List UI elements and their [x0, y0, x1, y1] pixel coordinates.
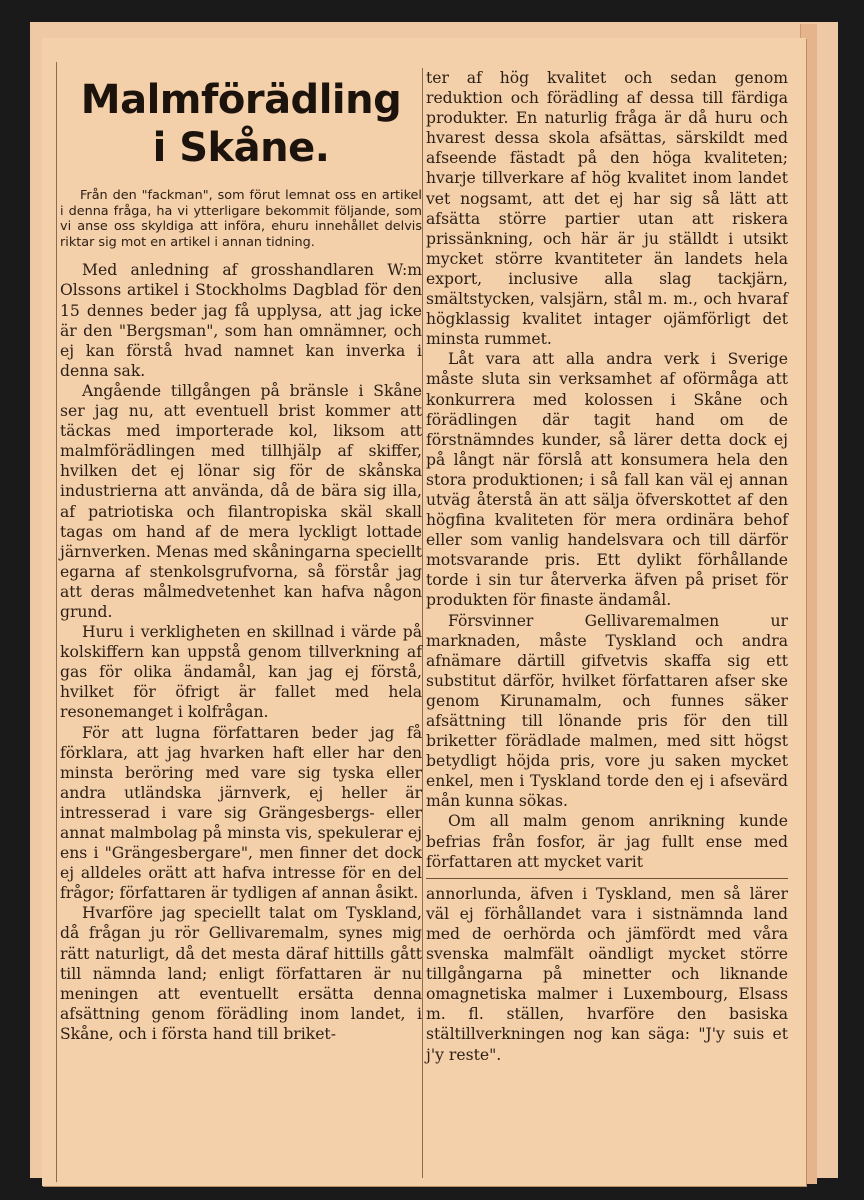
left-paragraph-2: Angående tillgången på bränsle i Skåne ser jag nu, att eventuell brist kommer att täckas med importerade kol, liksom att malmförädlingen med tillhjälp af skiffer, hvilken det ej lönar sig för de skånska industrierna att använda, då de bära sig illa, af patriotiska och filantropiska skäl skall tagas om hand af de mera lyckligt lottade järnverken. Menas med skåningarna speciellt egarna af stenkolsgrufvorna, så förstår jag att deras målmedvetenhet kan hafva någon grund.	[60, 381, 422, 621]
right-column	[426, 68, 788, 1065]
headline-line-1: Malmförädling	[80, 77, 402, 123]
newspaper-clipping	[42, 38, 806, 1186]
column-divider-rule	[422, 68, 423, 1178]
right-paragraph-4: Om all malm genom anrikning kunde befrias från fosfor, är jag fullt ense med författaren att mycket varit	[426, 812, 788, 871]
fold-divider-rule	[426, 878, 788, 879]
left-paragraph-1: Med anledning af grosshandlaren W:m Olssons artikel i Stockholms Dagblad för den 15 dennes beder jag få upplysa, att jag icke är den "Bergsman", som han omnämner, och ej kan förstå hvad namnet kan inverka i denna sak.	[60, 261, 422, 380]
right-paragraph-2: Låt vara att alla andra verk i Sverige måste sluta sin verksamhet af oförmåga att konkurrera med kolossen i Skåne och förädlingen där tagit hand om de förstnämndes kunder, så lärer detta dock ej på långt när förslå att konsumera hela den stora produktionen; i så fall kan väl ej annan utväg återstå än att sälja öfverskottet af den högfina kvaliteten för mera ordinära behof eller som vanlig handelsvara och till därför motsvarande pris. Ett dylikt förhållande torde i sin tur återverka äfven på priset för produkten för finaste ändamål.	[426, 350, 788, 610]
article-lede: Från den "fackman", som förut lemnat oss en artikel i denna fråga, ha vi ytterligare bekommit följande, som vi anse oss skyldiga att införa, ehuru innehållet delvis riktar sig mot en artikel i annan tidning.	[60, 188, 422, 250]
left-column-rule	[56, 62, 57, 1182]
left-column	[60, 66, 422, 1044]
right-paragraph-1: ter af hög kvalitet och sedan genom reduktion och förädling af dessa till färdiga produkter. En naturlig fråga är då huru och hvarest dessa skola afsättas, särskildt med afseende fästadt på den höga kvaliteten; hvarje tillverkare af hög kvalitet inom landet vet nogsamt, att det ej har sig så lätt att afsätta större partier utan att riskera prissänkning, och här är ju ställdt i utsikt mycket större kvantiteter än landets hela export, inclusive alla slag tackjärn, smältstycken, valsjärn, stål m. m., och hvaraf högklassig kvalitet intager ojämförligt det minsta rummet.	[426, 69, 788, 349]
left-paragraph-3: Huru i verkligheten en skillnad i värde på kolskiffern kan uppstå genom tillverkning af gas för olika ändamål, kan jag ej förstå, hvilket för öfrigt är fallet med hela resonemanget i kolfrågan.	[60, 623, 422, 722]
right-paragraph-3: Försvinner Gellivaremalmen ur marknaden, måste Tyskland och andra afnämare därtill gifvetvis skaffa sig ett substitut därför, hvilket författaren afser ske genom Kirunamalm, och funnes säker afsättning till lönande pris för den till briketter förädlade malmen, med sitt högst betydligt höjda pris, vore ju saken mycket enkel, men i Tyskland torde den ej i afsevärd mån kunna sökas.	[426, 611, 788, 811]
left-paragraph-4: För att lugna författaren beder jag få förklara, att jag hvarken haft eller har den minsta beröring med vare sig tyska eller andra utländska järnverk, ej heller är intresserad i vare sig Grängesbergs- eller annat malmbolag på minsta vis, spekulerar ej ens i "Grängesbergare", men finner det dock ej alldeles orätt att hafva intresse för en del frågor; författaren är tydligen af annan åsikt.	[60, 723, 422, 903]
right-paragraph-5: annorlunda, äfven i Tyskland, men så lärer väl ej förhållandet vara i sistnämnda land med de oerhörda och jämfördt med våra svenska malmfält oändligt mycket större tillgångarna på minetter och liknande omagnetiska malmer i Luxembourg, Elsass m. fl. ställen, hvarföre den basiska stältillverkningen nog kan säga: "J'y suis et j'y reste".	[426, 884, 788, 1064]
headline-line-2: i Skåne.	[152, 125, 330, 171]
article-headline	[60, 76, 422, 172]
left-paragraph-5: Hvarföre jag speciellt talat om Tyskland, då frågan ju rör Gellivaremalm, synes mig rätt naturligt, då det mesta däraf hittills gått till nämnda land; enligt författaren är nu meningen att eventuellt ersätta denna afsättning genom förädling inom landet, i Skåne, och i första hand till briket-	[60, 904, 422, 1043]
